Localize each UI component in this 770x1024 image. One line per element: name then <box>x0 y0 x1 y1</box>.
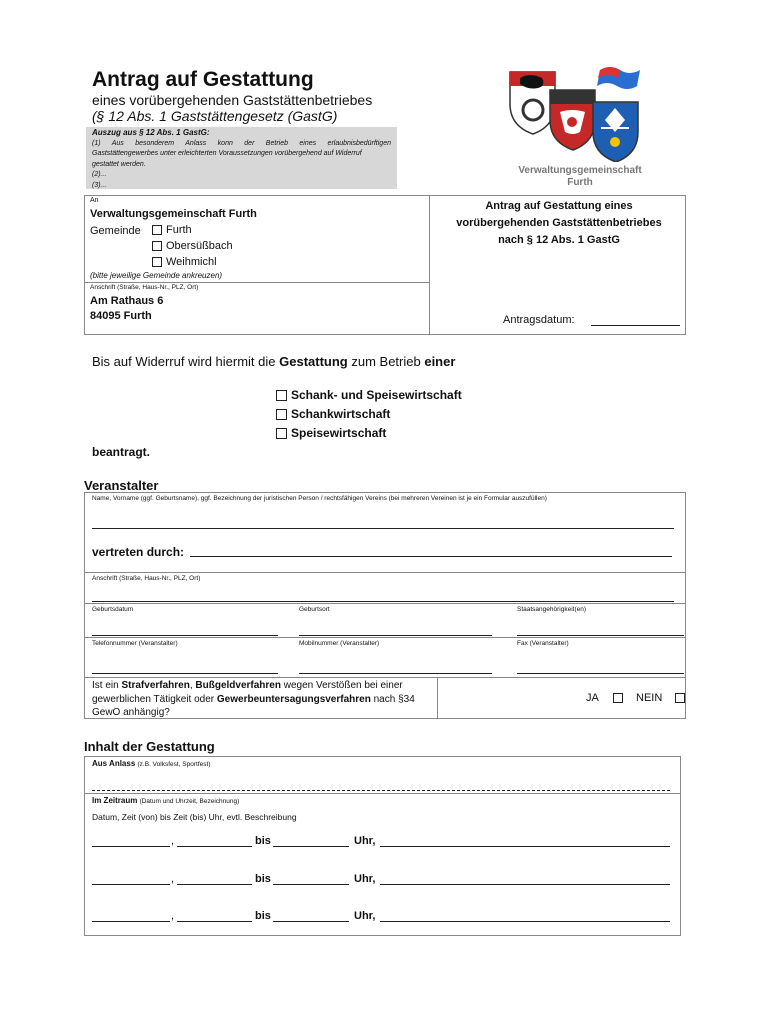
excerpt-line: (1) Aus besonderem Anlass konn der Betrieb eines erlaubnisbedürftigen <box>92 139 391 147</box>
description-field[interactable] <box>380 846 670 847</box>
period-row: , bis Uhr, <box>92 873 672 887</box>
business-type-option[interactable]: Schankwirtschaft <box>276 407 390 421</box>
municipality-label: Gemeinde <box>90 225 141 237</box>
excerpt-heading: Auszug aus § 12 Abs. 1 GastG: <box>92 128 210 137</box>
time-to-field[interactable] <box>273 846 349 847</box>
description-field[interactable] <box>380 921 670 922</box>
street-value: Am Rathaus 6 <box>90 295 164 307</box>
excerpt-line: gestattet werden. <box>92 160 146 168</box>
date-field[interactable] <box>92 846 170 847</box>
description-field[interactable] <box>380 884 670 885</box>
date-field[interactable] <box>92 921 170 922</box>
divider <box>84 603 686 604</box>
mobile-field[interactable] <box>299 673 492 674</box>
time-to-field[interactable] <box>273 884 349 885</box>
represented-by-label: vertreten durch: <box>92 545 185 559</box>
checkbox-icon[interactable] <box>152 257 162 267</box>
organizer-address-label: Anschrift (Straße, Haus-Nr., PLZ, Ort) <box>92 575 201 582</box>
proceedings-question: Ist ein Strafverfahren, Bußgeldverfahren wegen Verstößen bei einer gewerblichen Tätigkeit oder Gewerbeuntersagungsverfahren nach §34 GewO anhängig? <box>92 680 415 718</box>
checkbox-icon[interactable] <box>152 225 162 235</box>
birthplace-field[interactable] <box>299 635 492 636</box>
application-date-field[interactable] <box>591 325 680 326</box>
period-row: , bis Uhr, <box>92 835 672 849</box>
organizer-name-label: Name, Vorname (ggf. Geburtsname), ggf. Bezeichnung der juristischen Person / rechtsfähigen Vereins (bei mehreren Vereinen ist je ein Formular auszufüllen) <box>92 495 547 502</box>
time-from-field[interactable] <box>177 846 252 847</box>
phone-field[interactable] <box>92 673 278 674</box>
organizer-section-title: Veranstalter <box>84 478 159 493</box>
checkbox-icon[interactable] <box>613 693 623 703</box>
recipient-name: Verwaltungsgemeinschaft Furth <box>90 208 257 220</box>
checkbox-icon[interactable] <box>276 390 287 401</box>
request-sentence: Bis auf Widerruf wird hiermit die Gestattung zum Betrieb einer <box>92 354 456 369</box>
excerpt-line: (2)... <box>92 171 107 178</box>
page-subtitle: eines vorübergehenden Gaststättenbetriebes <box>92 92 373 108</box>
yes-option[interactable]: JA <box>586 692 627 704</box>
city-value: 84095 Furth <box>90 310 152 322</box>
checkbox-icon[interactable] <box>276 428 287 439</box>
excerpt-line: (3)... <box>92 181 107 189</box>
period-description: Datum, Zeit (von) bis Zeit (bis) Uhr, evtl. Beschreibung <box>92 812 297 822</box>
business-type-option[interactable]: Speisewirtschaft <box>276 426 386 440</box>
divider <box>84 793 681 794</box>
period-row: , bis Uhr, <box>92 910 672 924</box>
excerpt-line: Gaststättengewerbes unter erleichterten Voraussetzungen vorübergehend auf Widerruf <box>92 150 362 157</box>
birthdate-field[interactable] <box>92 635 278 636</box>
organization-name: Verwaltungsgemeinschaft Furth <box>518 165 642 188</box>
fax-label: Fax (Veranstalter) <box>517 640 569 647</box>
law-reference: (§ 12 Abs. 1 Gaststättengesetz (GastG) <box>92 108 338 124</box>
time-to-field[interactable] <box>273 921 349 922</box>
nationality-field[interactable] <box>517 635 684 636</box>
address-label: Anschrift (Straße, Haus-Nr., PLZ, Ort) <box>90 284 199 291</box>
occasion-label: Aus Anlass (z.B. Volksfest, Sportfest) <box>92 759 211 768</box>
divider <box>437 677 438 719</box>
phone-label: Telefonnummer (Veranstalter) <box>92 640 178 647</box>
period-label: Im Zeitraum (Datum und Uhrzeit, Bezeichnung) <box>92 796 240 805</box>
content-section-title: Inhalt der Gestattung <box>84 739 215 754</box>
divider <box>84 677 686 678</box>
time-from-field[interactable] <box>177 884 252 885</box>
mobile-label: Mobilnummer (Veranstalter) <box>299 640 380 647</box>
occasion-field[interactable] <box>92 790 670 791</box>
divider <box>84 637 686 638</box>
no-option[interactable]: NEIN <box>636 692 689 704</box>
fax-field[interactable] <box>517 673 684 674</box>
organizer-name-field[interactable] <box>92 528 674 529</box>
checkbox-icon[interactable] <box>675 693 685 703</box>
page-title: Antrag auf Gestattung <box>92 68 314 91</box>
birthdate-label: Geburtsdatum <box>92 606 134 613</box>
birthplace-label: Geburtsort <box>299 606 330 613</box>
date-field[interactable] <box>92 884 170 885</box>
municipality-option-obersuessbach[interactable]: Obersüßbach <box>152 240 233 252</box>
nationality-label: Staatsangehörigkeit(en) <box>517 606 587 613</box>
to-label: An <box>90 197 99 204</box>
municipality-option-furth[interactable]: Furth <box>152 224 192 236</box>
application-title: Antrag auf Gestattung eines vorübergehenden Gaststättenbetriebes nach § 12 Abs. 1 GastG <box>456 200 662 246</box>
divider <box>84 572 686 573</box>
divider <box>84 282 430 283</box>
organizer-address-field[interactable] <box>92 601 674 602</box>
law-excerpt-box <box>86 127 397 189</box>
municipality-hint: (bitte jeweilige Gemeinde ankreuzen) <box>90 271 223 280</box>
business-type-option[interactable]: Schank- und Speisewirtschaft <box>276 388 462 402</box>
application-date-label: Antragsdatum: <box>503 314 575 326</box>
checkbox-icon[interactable] <box>276 409 287 420</box>
coat-of-arms-logo <box>505 62 655 162</box>
represented-by-field[interactable] <box>190 556 672 557</box>
municipality-option-weihmichl[interactable]: Weihmichl <box>152 256 217 268</box>
request-closing: beantragt. <box>92 445 151 459</box>
time-from-field[interactable] <box>177 921 252 922</box>
checkbox-icon[interactable] <box>152 241 162 251</box>
